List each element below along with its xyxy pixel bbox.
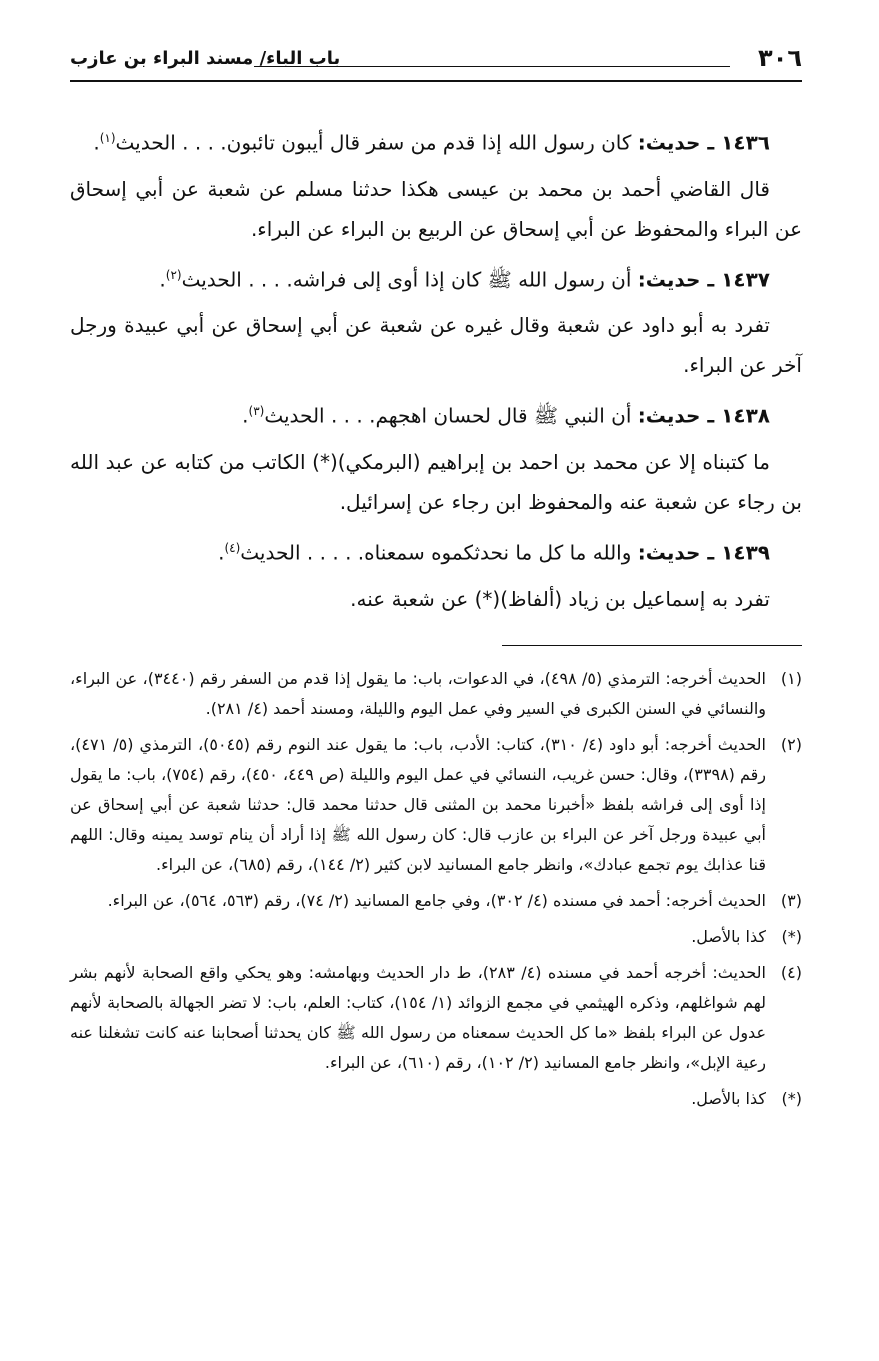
commentary-text: قال القاضي أحمد بن محمد بن عيسى هكذا حدثنا مسلم عن شعبة عن أبي إسحاق عن البراء والمحفوظ عن أبي إسحاق عن الربيع بن البراء عن البراء. [70,176,802,241]
footnote-text: الحديث أخرجه: أبو داود (٤/ ٣١٠)، كتاب: الأدب، باب: ما يقول عند النوم رقم (٥٠٤٥)، الترمذي (٥/ ٤٧١)، رقم (٣٣٩٨)، وقال: حسن غريب، النسائي في عمل اليوم والليلة (ص ٤٤٩، ٤٥٠)، رقم (٧٥٤)، باب: ما يقول إذا أوى إلى فراشه بلفظ «أخبرنا محمد بن المثنى قال حدثنا محمد قال: حدثنا شعبة عن أبي إسحاق عن أبي عبيدة ورجل آخر عن البراء بن عازب قال: كان رسول الله ﷺ إذا أراد أن ينام توسد يمينه وقال: اللهم قنا عذابك يوم تجمع عبادك»، وانظر جامع المسانيد لابن كثير (٢/ ١٤٤)، رقم (٦٨٥)، عن البراء. [70,734,767,874]
commentary-paragraph [70,579,802,619]
footnote-ref: (٣) [248,404,265,419]
commentary-text: ما كتبناه إلا عن محمد بن احمد بن إبراهيم (البرمكي)(*) الكاتب من كتابه عن عبد الله بن رجاء عن شعبة عنه والمحفوظ ابن رجاء عن إسرائيل. [70,449,802,514]
hadith-paragraph: ١٤٣٧ ـ حديث: أن رسول الله ﷺ كان إذا أوى إلى فراشه. . . . الحديث$^{(٢)}$. [159,267,770,292]
footnote-ref: (٢) [165,267,182,282]
commentary-text: تفرد به إسماعيل بن زياد (ألفاظ)(*) عن شعبة عنه. [350,586,770,611]
hadith-text: كان رسول الله إذا قدم من سفر قال أيبون تائبون. . . . الحديث [115,130,638,155]
commentary-text: تفرد به أبو داود عن شعبة وقال غيره عن شعبة عن أبي إسحاق عن أبي عبيدة ورجل آخر عن البراء. [70,313,802,378]
hadith-number: ١٤٣٩ ـ حديث: [637,540,770,565]
running-head: باب الباء/ مسند البراء بن عازب [70,48,341,69]
footnote-ref: (٤) [224,540,241,555]
footnote [70,922,802,952]
page-number: ٣٠٦ [758,44,802,72]
footnote-text: كذا بالأصل. [691,926,766,946]
footnote [70,730,802,880]
hadith-text: أن رسول الله ﷺ كان إذا أوى إلى فراشه. . . . الحديث [181,267,638,292]
footnote [70,664,802,724]
hadith-paragraph: ١٤٣٦ ـ حديث: كان رسول الله إذا قدم من سفر قال أيبون تائبون. . . . الحديث$^{(١)}$. [93,130,770,155]
page-header [70,40,802,82]
footnote-text: كذا بالأصل. [691,1088,766,1108]
footnote-mark: (*) [781,1088,802,1108]
footnote-mark: (٤) [780,962,802,982]
footnote [70,886,802,916]
hadith-text: أن النبي ﷺ قال لحسان اهجهم. . . . الحديث [264,403,638,428]
hadith-paragraph: ١٤٣٩ ـ حديث: والله ما كل ما نحدثكموه سمعناه. . . . . الحديث$^{(٤)}$. [218,540,770,565]
footnote-mark: (*) [781,926,802,946]
footnote-text: الحديث أخرجه: أحمد في مسنده (٤/ ٣٠٢)، وفي جامع المسانيد (٢/ ٧٤)، رقم (٥٦٣، ٥٦٤)، عن البراء. [107,890,766,910]
footnote-mark: (٣) [780,890,802,910]
footnote-mark: (١) [780,668,802,688]
book-page [70,40,802,1120]
hadith-number: ١٤٣٦ ـ حديث: [637,130,770,155]
footnote-text: الحديث: أخرجه أحمد في مسنده (٤/ ٢٨٣)، ط دار الحديث وبهامشه: وهو يحكي واقع الصحابة لأنهم بشر لهم شواغلهم، وذكره الهيثمي في مجمع الزوائد (١/ ١٥٤)، كتاب: العلم، باب: لا تضر الجهالة بالصحابة لأنهم عدول عن البراء بلفظ «ما كل الحديث سمعناه من رسول الله ﷺ كان يحدثنا أصحابنا عنه كانت تشغلنا عنه رعية الإبل»، وانظر جامع المسانيد (٢/ ١٠٢)، رقم (٦١٠)، عن البراء. [70,962,767,1072]
hadith-paragraph: ١٤٣٨ ـ حديث: أن النبي ﷺ قال لحسان اهجهم. . . . الحديث$^{(٣)}$. [242,403,770,428]
hadith-number: ١٤٣٧ ـ حديث: [637,267,770,292]
footnote-mark: (٢) [780,734,802,754]
main-text [70,118,802,619]
footnote [70,958,802,1078]
hadith-number: ١٤٣٨ ـ حديث: [637,403,770,428]
commentary-paragraph [70,305,802,385]
footnote-text: الحديث أخرجه: الترمذي (٥/ ٤٩٨)، في الدعوات، باب: ما يقول إذا قدم من السفر رقم (٣٤٤٠)، عن البراء، والنسائي في السنن الكبرى في السير وفي عمل اليوم والليلة، ومسند أحمد (٤/ ٢٨١). [70,668,767,718]
commentary-paragraph [70,169,802,249]
hadith-text: والله ما كل ما نحدثكموه سمعناه. . . . . الحديث [240,540,638,565]
footnotes [70,664,802,1114]
commentary-paragraph [70,442,802,522]
footnote-ref: (١) [99,131,116,145]
footnote-separator [502,645,802,646]
footnote [70,1084,802,1114]
